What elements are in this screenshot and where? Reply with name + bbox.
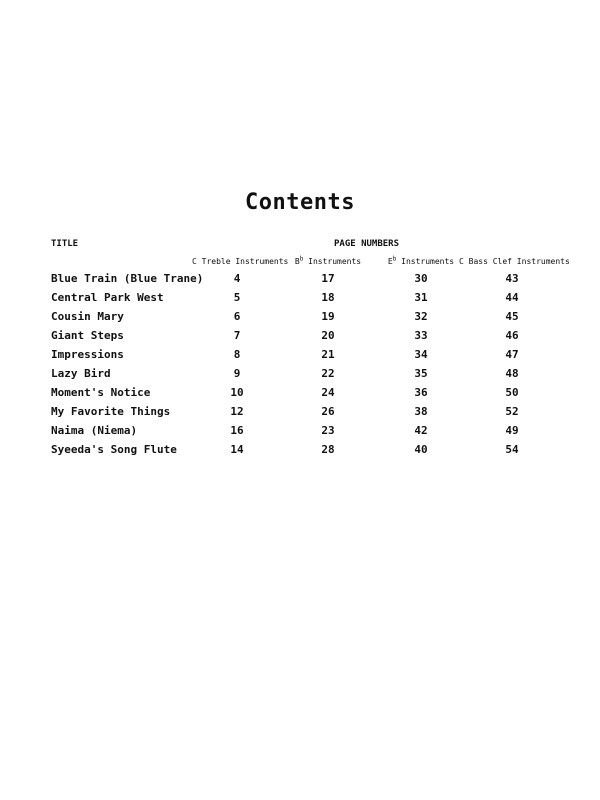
page-number-e-flat: 36 [414, 386, 428, 399]
page-number-e-flat: 42 [414, 424, 428, 437]
page-number-c-treble: 6 [233, 310, 241, 323]
page-number-b-flat: 19 [321, 310, 335, 323]
song-title: Naima (Niema) [51, 424, 138, 437]
page-number-e-flat: 31 [414, 291, 428, 304]
table-row [0, 291, 600, 310]
page-number-bass-clef: 46 [505, 329, 519, 342]
page-number-e-flat: 34 [414, 348, 428, 361]
song-title: Giant Steps [51, 329, 124, 342]
page-number-b-flat: 28 [321, 443, 335, 456]
song-title: Impressions [51, 348, 124, 361]
song-title: Blue Train (Blue Trane) [51, 272, 204, 285]
page-number-bass-clef: 50 [505, 386, 519, 399]
table-row [0, 272, 600, 291]
page-number-b-flat: 20 [321, 329, 335, 342]
page-number-bass-clef: 52 [505, 405, 519, 418]
page-number-b-flat: 21 [321, 348, 335, 361]
table-row [0, 310, 600, 329]
page-number-c-treble: 4 [233, 272, 241, 285]
page-number-c-treble: 7 [233, 329, 241, 342]
page-number-e-flat: 32 [414, 310, 428, 323]
page-number-bass-clef: 44 [505, 291, 519, 304]
table-row [0, 405, 600, 424]
song-title: Moment's Notice [51, 386, 151, 399]
page-number-c-treble: 14 [230, 443, 244, 456]
page-number-b-flat: 22 [321, 367, 335, 380]
page-number-e-flat: 35 [414, 367, 428, 380]
page-number-c-treble: 16 [230, 424, 244, 437]
page-number-b-flat: 17 [321, 272, 335, 285]
page-number-bass-clef: 45 [505, 310, 519, 323]
page-number-c-treble: 8 [233, 348, 241, 361]
page-number-bass-clef: 49 [505, 424, 519, 437]
table-row [0, 443, 600, 462]
column-header-b-flat: $B^b$ Instruments [294, 255, 362, 266]
page-number-b-flat: 23 [321, 424, 335, 437]
page-number-bass-clef: 48 [505, 367, 519, 380]
page-number-b-flat: 24 [321, 386, 335, 399]
page-number-e-flat: 38 [414, 405, 428, 418]
table-row [0, 386, 600, 405]
page-number-bass-clef: 43 [505, 272, 519, 285]
title-column-header: TITLE [51, 239, 79, 249]
page-number-c-treble: 12 [230, 405, 244, 418]
song-title: Lazy Bird [51, 367, 111, 380]
column-header-e-flat: $E^b$ Instruments [387, 255, 455, 266]
table-row [0, 329, 600, 348]
table-row [0, 348, 600, 367]
page-number-b-flat: 18 [321, 291, 335, 304]
song-title: Cousin Mary [51, 310, 124, 323]
page-number-b-flat: 26 [321, 405, 335, 418]
table-row [0, 424, 600, 443]
page-number-c-treble: 5 [233, 291, 241, 304]
page-number-bass-clef: 54 [505, 443, 519, 456]
page-title: Contents [245, 190, 355, 215]
song-title: Syeeda's Song Flute [51, 443, 177, 456]
page-numbers-header: PAGE NUMBERS [334, 239, 400, 249]
column-header-c-bass-clef: C Bass Clef Instruments [459, 257, 570, 266]
table-row [0, 367, 600, 386]
page-number-e-flat: 33 [414, 329, 428, 342]
page-number-c-treble: 9 [233, 367, 241, 380]
song-title: Central Park West [51, 291, 164, 304]
page-number-c-treble: 10 [230, 386, 244, 399]
song-title: My Favorite Things [51, 405, 171, 418]
column-header-c-treble: C Treble Instruments [192, 257, 289, 266]
page-number-e-flat: 30 [414, 272, 428, 285]
page-number-bass-clef: 47 [505, 348, 519, 361]
contents-table [0, 272, 600, 462]
page-number-e-flat: 40 [414, 443, 428, 456]
